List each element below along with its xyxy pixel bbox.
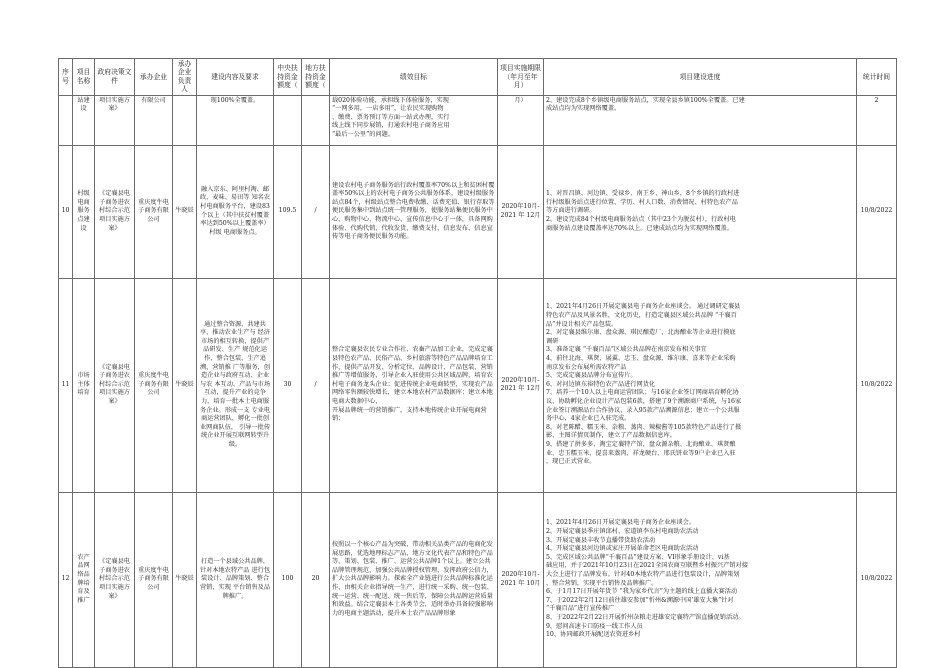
cell-progress: 2、建设完成8个乡镇级电商服务站点，实现全县乡镇100%全覆盖。已建 成站点均为实现网络覆盖。 xyxy=(544,95,857,145)
table-row xyxy=(59,145,897,278)
cell-stat-time: 10/8/2022 xyxy=(857,145,897,278)
cell-policy: 项目实施方案》 xyxy=(95,95,135,145)
header-content: 建设内容及要求 xyxy=(197,59,274,96)
header-target: 绩效目标 xyxy=(330,59,498,96)
cell-policy: 《定襄县电子商务进农村综合示范项目实施方案》 xyxy=(95,278,135,492)
cell-content: 现100%全覆盖。 xyxy=(197,95,274,145)
cell-local: 20 xyxy=(302,492,330,667)
cell-person: 牛晓辰 xyxy=(173,492,197,667)
cell-period: 2020年10月-2021 年 12月 xyxy=(498,145,544,278)
cell-content: 打造一个县域公共品牌，针对本地农特产品 进行包装设计、品牌策划、整合营销，实现 平台销售及品牌推广。 xyxy=(197,492,274,667)
cell-local: / xyxy=(302,278,330,492)
cell-company: 有限公司 xyxy=(135,95,173,145)
cell-central: 30 xyxy=(274,278,302,492)
cell-name: 农产品网络品牌培育及推广 xyxy=(73,492,95,667)
header-central: 中央扶持资金额度（ xyxy=(274,59,302,96)
cell-name: 站建设 xyxy=(73,95,95,145)
cell-name: 村级电商服务点建设 xyxy=(73,145,95,278)
cell-stat-time: 10/8/2022 xyxy=(857,278,897,492)
cell-target: 载020体验功能，承担线下体验服务，实现 “一网多用，一店多用”，让农民实现购物 、缴费、票务预订等方面一站式办理，实行 线上线下同步展销，打通农村电子商务应用 “最后一公里”的问题。 xyxy=(330,95,498,145)
cell-progress: 1、对晋昌镇、河边镇、受禄乡、南王乡、神山乡，8个乡镇的行政村进 行村级服务站点进行位置、学历、村人口数、消费情况、村特色农产品 等方面进行调研。 2、建设完成84个村级电商服务站点（其中23个为脱贫村），行政村电 商服务站点建设覆盖率达70%以上。已建成站点均为实现网络覆盖。 xyxy=(544,145,857,278)
header-person: 承办企业负责人 xyxy=(173,59,197,96)
cell-person: 牛晓辰 xyxy=(173,278,197,492)
cell-company: 重庆度牛电子商务有限公司 xyxy=(135,278,173,492)
header-stat-time: 统计时间 xyxy=(857,59,897,96)
header-local: 地方扶持资金额度（ xyxy=(302,59,330,96)
cell-person: 牛晓辰 xyxy=(173,145,197,278)
cell-name: 市场主体培育 xyxy=(73,278,95,492)
cell-local: / xyxy=(302,145,330,278)
cell-company: 重庆度牛电子商务有限公司 xyxy=(135,145,173,278)
cell-target: 整合定襄县农民专业合作社、农畜产品加工企业，完成定襄县特色农产品、民俗产品、乡村旅游等特色产品品牌培育工作，提供产品开发、分析定位、品牌设计、产品包装、营销推广等增值服务，引导企业入驻使用公共区域品牌，培育农村电子商务龙头企业；促进传统企业电商转型，实现农产品网络零售额较快增长，建立本地农村产品数据库；建立本地电商大数据中心， 开展品牌统一的营销推广，支持本地传统企业开展电商营销； xyxy=(330,278,498,492)
cell-content: 融入京东、阿里村淘、邮政、麦味、易田等 知名农村电商服务平台，建设83个以上（其中扶贫村覆盖率达到50%以上覆盖率）村级 电商服务点。 xyxy=(197,145,274,278)
cell-progress: 1、2021年4月26日开展定襄县电子商务企业座谈会。 通过调研定襄县 特色农产品及风景名胜，文化历史，打造定襄县区域公共品牌 “千襄百 品”并设计相关产品包装。 2、对定襄县维尔康、盘众源、琪民酿造厂、北海酿业等企业进行摸底 调研 3、准备定襄 “千襄百品”区域公共品牌在南京发布相关事宜 4、前往北海、琪贤、展翼、忠玉、盘众源、维尔康、喜来等企业采购 南京发布会布展所需农特产品 5、完成定襄县品牌分布宣传片。 6、对河边镇东裕特色农产品进行网货化 7、培养一个10人以上电商运营团队；与16家企业签订网商培育孵化协 议，协助孵化企业设计产品包装6款，搭建了9个溯源商户系统，与16家 企业签订溯源品台合作协议，录入95款产品溯源信息；建立一个公共服 务中心，4家企业已入驻完成。 8、对老陈醋、糯玉米、杂粮、蒸肉、辣椒酱等105款特色产品进行了摄 影、主图详情页制作，建立了产品数据信息库。 9、搭建了拼多多、淘宝定襄特产馆，盘众源杂粮、北海酿业、琪贤酿 业、忠玉糯玉米、提喜来蒸肉、祥龙硬台、邢氏饼业等9户企业已入驻 ，现已正式营业。 xyxy=(544,278,857,492)
cell-period: 2020年10月-2021 年 10月 xyxy=(498,492,544,667)
cell-stat-time: 2 xyxy=(857,95,897,145)
cell-period: 2020年10月-2021 年 12月 xyxy=(498,278,544,492)
table-row xyxy=(59,278,897,492)
cell-progress: 1、2021年4月26日开展定襄县电子商务企业座谈会。 2、开展定襄县季庄镇邱村、宏道镇李东村电商助农活动 3、开展定襄县丰收节直播带货助农活动 4、开展定襄县河边镇或家庄开展革命老区电商助农活动 5、完成区域公共品牌“千襄百品”建设方案、VI形象手册设计、vi基 础应用，并于2021年10月23日在2021全国农商互联暨乡村振兴产销对接 大会上进行了品牌发布。针对40本地农特产品进行包装设计，品牌策划 、整合营销，实现平台销售及品牌推广。 6、于1月17日开展年货节 “我为家乡代言”为主题的线上直播大赛活动 7、于2022年2月12日前往雄安参加“忻州&溯源中国’雄安大集”针对 “千襄百品”进行宣传推广 8、于2022年2月22日开展忻州杂粮走进雄安定襄特产馆直播促销活动。 9、慰问高速卡口防疫一线工作人员 10、协同邮政开展配送农资进乡村 xyxy=(544,492,857,667)
cell-target: 按照以一个核心产品为突破，带动相关品类产品的电商化发展思路，优选地理标志产品、地方文化代表产品和特色产品等，策划、包装、推广、运营公共品牌1个以上。建立公共品牌管理规范，加强公共品牌授权管理，发挥政府公信力，扩大公共品牌影响力。探索全产业链进行公共品牌标准化运作，由相关企业指导统一生产，进行统一采购、统一包装、统一运营、统一配送、统一售后等，保障公共品牌运营质量和效益。结合定襄县本土各类节会，适时举办具备较强影响力的电商主题活动，提升本土农产品品牌形象 xyxy=(330,492,498,667)
cell-policy: 《定襄县电子商务进农村综合示范项目实施方案》 xyxy=(95,492,135,667)
cell-target: 建设农村电子商务服务站行政村覆盖率70%以上和贫困村覆盖率50%以上的农村电子商务公共服务体系，建设村级服务站点84个，村级站点整合电费收缴、话费充值、银行存取等便民服务集中到站点统一管理服务，使服务站集便民服务中心、购物中心、物流中心、宣传信息中心于一体，具备网购体验、代购代销、代收发货、缴费支付、信息发布、信息宣传等电子商务便民服务功能。 xyxy=(330,145,498,278)
cell-period: 月） xyxy=(498,95,544,145)
header-company: 承办企业 xyxy=(135,59,173,96)
cell-no: 11 xyxy=(59,278,73,492)
header-row xyxy=(59,59,897,96)
cell-no: 10 xyxy=(59,145,73,278)
header-name: 项目名称 xyxy=(73,59,95,96)
cell-no: 12 xyxy=(59,492,73,667)
header-policy: 政府决策文件 xyxy=(95,59,135,96)
cell-stat-time: 10/8/2022 xyxy=(857,492,897,667)
cell-content: 通过整合资源、共建共享，推动农业生产与 经济市场的相互转换，提供产品研发、生产 规范化运作，整合包装、生产追溯、营销推 广等服务，创造企业与政府互动、企业与农 本互动、产品与市场互动，提升产业的竞争 力，培育一批本土电商服务企业。形成一支 专业电商运营团队，孵化一批创业网商队伍， 引导一批传统企业开展互联网转型升级。 xyxy=(197,278,274,492)
cell-central: 109.5 xyxy=(274,145,302,278)
cell-policy: 《定襄县电子商务进农村综合示范项目实施方案》 xyxy=(95,145,135,278)
cell-central: 100 xyxy=(274,492,302,667)
cell-company: 重庆度牛电子商务有限公司 xyxy=(135,492,173,667)
header-progress: 项目建设进度 xyxy=(544,59,857,96)
table-row xyxy=(59,492,897,667)
header-period: 项目实施期限（年月至年月） xyxy=(498,59,544,96)
project-progress-table xyxy=(58,58,897,668)
table-row-fragment xyxy=(59,95,897,145)
header-no: 序号 xyxy=(59,59,73,96)
